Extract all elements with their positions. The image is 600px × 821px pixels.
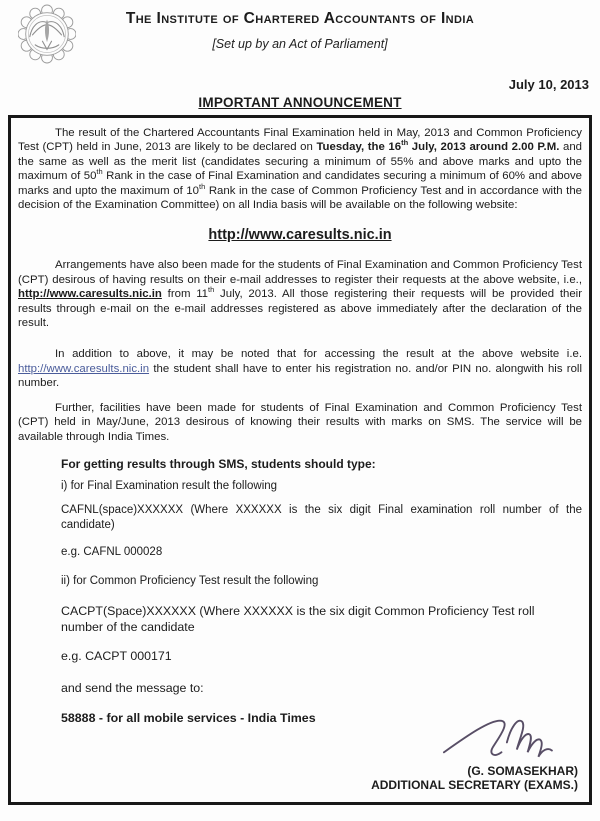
p1-bold-date (316, 138, 560, 154)
icai-emblem-icon (18, 3, 76, 65)
p1-text-1: The result of the Chartered Accountants Final Examination held in May, 2013 and Common Proficiency Test (CPT) held in June, 2013 are likely to be declared on (18, 127, 582, 154)
p3-text-1: In addition to above, it may be noted that for accessing the result at the above website i.e. (55, 348, 582, 361)
signatory-name: (G. SOMASEKHAR) (467, 763, 578, 778)
results-website-url (16, 227, 584, 243)
superscript: th (401, 138, 409, 148)
superscript: th (208, 285, 215, 295)
p1-text-4: Rank in the case of Common Proficiency Test and in accordance with the decision of the Examination Committee) on all India basis will be available on the following website: (18, 184, 582, 212)
superscript: th (96, 167, 103, 177)
sms-example-cpt: e.g. CACPT 000171 (61, 648, 172, 663)
org-tagline: [Set up by an Act of Parliament] (212, 37, 388, 51)
sms-format-final-exam: CAFNL(space)XXXXXX (Where XXXXXX is the six digit Final examination roll number of the candidate) (61, 503, 582, 531)
superscript: th (198, 181, 206, 191)
announcement-body-box (8, 115, 592, 805)
p2-text-2: from 11 (161, 288, 209, 301)
paragraph-login-instructions (18, 347, 582, 390)
p1-bold-date-text: Tuesday, the 16 (316, 141, 402, 154)
sms-instructions-heading: For getting results through SMS, students should type: (61, 456, 376, 471)
signatory-title: ADDITIONAL SECRETARY (EXAMS.) (371, 777, 578, 792)
sms-example-final-exam: e.g. CAFNL 000028 (61, 545, 163, 558)
handwritten-signature-icon (438, 710, 556, 764)
p1-text-3: Rank in the case of Final Examination and candidates securing a minimum of 60% and above marks and upto the maximum of 10 (18, 170, 582, 197)
sms-item-cpt: ii) for Common Proficiency Test result the following (61, 574, 319, 587)
p2-text-1: Arrangements have also been made for the students of Final Examination and Common Proficiency Test (CPT) desirous of having results on their e-mail addresses to register their requests at the above website, i.e., (18, 259, 582, 286)
p3-website-hyperlink[interactable]: http://www.caresults.nic.in (18, 362, 150, 375)
sms-format-cpt: CACPT(Space)XXXXXX (Where XXXXXX is the six digit Common Proficiency Test roll number of the candidate (61, 603, 535, 635)
document-header (0, 0, 600, 51)
p2-text-3: July, 2013. All those registering their requests will be provided their results through e-mail on the e-mail addresses registered as above immediately after the declaration of the result. (18, 288, 583, 330)
org-name: The Institute of Chartered Accountants of India (125, 10, 475, 27)
sms-number-line: 58888 - for all mobile services - India Times (61, 710, 316, 725)
paragraph-sms-service: Further, facilities have been made for students of Final Examination and Common Proficiency Test (CPT) held in May/June, 2013 desirous of knowing their results with marks on SMS. The service will be available through India Times. (18, 401, 582, 443)
results-website-url-link[interactable]: http://www.caresults.nic.in (208, 227, 392, 244)
sms-item-final-exam: i) for Final Examination result the following (61, 479, 278, 492)
p1-text-2: and the same as well as the merit list (candidates securing a minimum of 55% and above marks and upto the maximum of 50 (18, 141, 583, 183)
paragraph-email-registration (18, 258, 582, 330)
announcement-heading: IMPORTANT ANNOUNCEMENT (198, 95, 402, 110)
p1-bold-time-text: July, 2013 around 2.00 P.M. (408, 141, 560, 154)
date-line: July 10, 2013 (508, 77, 589, 92)
paragraph-result-declaration (18, 126, 582, 212)
sms-send-to-label: and send the message to: (61, 681, 204, 696)
p3-text-2: the student shall have to enter his registration no. and/or PIN no. alongwith his roll number. (18, 362, 582, 390)
p2-website-link[interactable]: http://www.caresults.nic.in (18, 288, 162, 301)
